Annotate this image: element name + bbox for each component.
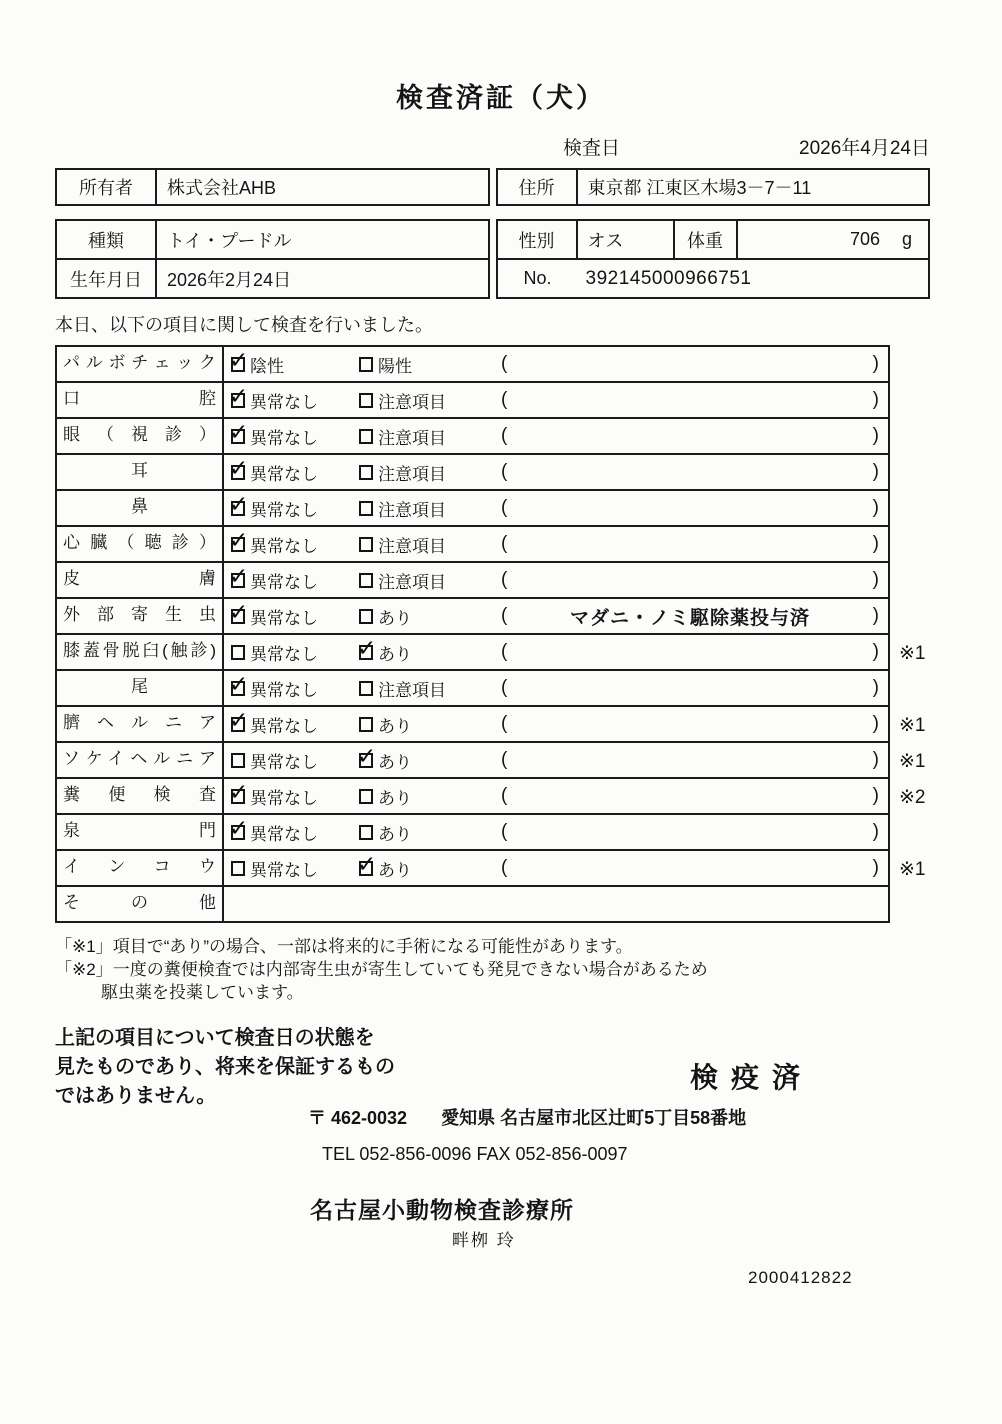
inspection-item-label: 鼻: [57, 491, 224, 525]
inspection-row: [55, 635, 1002, 671]
option-label: 注意項目: [378, 464, 446, 484]
paren-close-icon: ): [872, 857, 879, 878]
inspection-option: [352, 887, 492, 921]
clinic-postal-code: 〒 462-0032: [308, 1108, 408, 1128]
detail-left-column: [55, 219, 490, 299]
option-label: 異常なし: [250, 788, 318, 808]
weight-unit: g: [901, 229, 912, 249]
option-label: 注意項目: [378, 536, 446, 556]
checkbox-checked-icon: [231, 465, 245, 480]
inspection-option: [224, 671, 352, 705]
paren-close-icon: ): [872, 425, 879, 446]
option-label: 注意項目: [378, 428, 446, 448]
inspection-option: [224, 635, 352, 669]
option-label: 異常なし: [250, 608, 318, 628]
inspection-item-label: 臍ヘルニア: [57, 707, 224, 741]
footnote-mark: [890, 599, 942, 635]
sex-label: 性別: [498, 221, 578, 258]
inspection-option: [224, 383, 352, 417]
checkbox-icon: [359, 429, 373, 444]
option-label: 異常なし: [250, 536, 318, 556]
inspection-option: [224, 527, 352, 561]
inspection-option: [352, 347, 492, 381]
option-label: 陰性: [250, 356, 284, 376]
inspection-row-cells: [55, 671, 890, 707]
inspection-row: [55, 599, 1002, 635]
option-label: 異常なし: [250, 500, 318, 520]
address-block: [496, 168, 931, 206]
document-serial-number: 2000412822: [748, 1268, 853, 1287]
owner-value: 株式会社AHB: [167, 178, 277, 198]
number-value: 392145000966751: [585, 267, 752, 289]
paren-close-icon: ): [872, 785, 879, 806]
paren-close-icon: ): [872, 677, 879, 698]
checkbox-icon: [359, 789, 373, 804]
inspection-option: [224, 347, 352, 381]
paren-close-icon: ): [872, 713, 879, 734]
paren-close-icon: ): [872, 389, 879, 410]
option-label: 異常なし: [250, 464, 318, 484]
paren-close-icon: ): [872, 533, 879, 554]
paren-close-icon: ): [872, 461, 879, 482]
paren-open-icon: (: [501, 677, 508, 698]
footnote-2: 「※2」一度の糞便検査では内部寄生虫が寄生していても発見できない場合があるため: [55, 960, 708, 979]
paren-open-icon: (: [501, 821, 508, 842]
checkbox-checked-icon: [231, 681, 245, 696]
inspection-row-cells: [55, 779, 890, 815]
checkbox-icon: [231, 753, 245, 768]
inspection-row: [55, 707, 1002, 743]
number-row: [498, 258, 929, 297]
inspection-option: [224, 419, 352, 453]
inspection-option: [224, 743, 352, 777]
inspection-item-label: 尾: [57, 671, 224, 705]
footnote-mark: [890, 563, 942, 599]
inspection-option: [224, 887, 352, 921]
inspection-row-cells: [55, 707, 890, 743]
weight-value-cell: [738, 221, 929, 258]
inspection-row-cells: [55, 563, 890, 599]
paren-close-icon: ): [872, 605, 879, 626]
footnote-mark: [890, 887, 942, 923]
option-label: あり: [378, 860, 412, 880]
footnote-mark: [890, 345, 942, 383]
paren-open-icon: (: [501, 425, 508, 446]
intro-text: 本日、以下の項目に関して検査を行いました。: [55, 315, 433, 335]
footnotes: [0, 935, 1002, 1004]
inspection-item-label: 耳: [57, 455, 224, 489]
checkbox-icon: [359, 393, 373, 408]
inspection-item-label: 眼（視診）: [57, 419, 224, 453]
checkbox-icon: [359, 465, 373, 480]
disclaimer-line-1: 上記の項目について検査日の状態を: [55, 1027, 375, 1049]
breed-value: トイ・プードル: [167, 230, 292, 251]
inspection-note: [492, 887, 888, 921]
checkbox-icon: [359, 717, 373, 732]
inspection-note: [492, 419, 888, 453]
inspection-row-cells: [55, 419, 890, 455]
option-label: 異常なし: [250, 392, 318, 412]
inspection-note: [492, 815, 888, 849]
inspection-option: [224, 455, 352, 489]
inspection-note: [492, 707, 888, 741]
footnote-mark: ※2: [899, 786, 926, 808]
inspection-row: [55, 419, 1002, 455]
paren-open-icon: (: [501, 353, 508, 374]
option-label: 異常なし: [250, 824, 318, 844]
inspection-option: [224, 563, 352, 597]
paren-open-icon: (: [501, 461, 508, 482]
detail-table: [55, 219, 930, 299]
disclaimer-line-2: 見たものであり、将来を保証するもの: [55, 1056, 395, 1078]
veterinarian-name: 畔栁 玲: [452, 1231, 516, 1250]
option-label: 注意項目: [378, 392, 446, 412]
paren-open-icon: (: [501, 641, 508, 662]
note-text: マダニ・ノミ駆除薬投与済: [569, 607, 810, 629]
option-label: 異常なし: [250, 860, 318, 880]
paren-open-icon: (: [501, 857, 508, 878]
owner-block: [55, 168, 490, 206]
paren-open-icon: (: [501, 605, 508, 626]
checkbox-checked-icon: [231, 825, 245, 840]
inspection-option: [224, 707, 352, 741]
birth-row: [57, 258, 488, 297]
option-label: 注意項目: [378, 572, 446, 592]
inspection-note: [492, 671, 888, 705]
option-label: あり: [378, 788, 412, 808]
inspection-row: [55, 779, 1002, 815]
number-label: No.: [523, 268, 552, 288]
inspection-row-cells: [55, 383, 890, 419]
weight-value: 706: [849, 229, 880, 249]
option-label: 異常なし: [250, 428, 318, 448]
footnote-mark: [890, 455, 942, 491]
inspection-row-cells: [55, 345, 890, 383]
birth-label: 生年月日: [57, 260, 157, 297]
sex-weight-row: [498, 221, 929, 258]
checkbox-checked-icon: [359, 645, 373, 660]
checkbox-checked-icon: [231, 357, 245, 372]
clinic-tel-fax: TEL 052-856-0096 FAX 052-856-0097: [322, 1144, 628, 1164]
inspection-option: [224, 779, 352, 813]
owner-label: 所有者: [57, 170, 157, 204]
footnote-mark: ※1: [899, 750, 926, 772]
inspection-item-label: 皮膚: [57, 563, 224, 597]
paren-close-icon: ): [872, 749, 879, 770]
checkbox-icon: [359, 681, 373, 696]
inspection-item-label: 膝蓋骨脱臼(触診): [57, 635, 224, 669]
clinic-postal-address: [308, 1104, 746, 1130]
inspection-item-label: パルボチェック: [57, 347, 224, 381]
checkbox-icon: [359, 501, 373, 516]
inspection-row-cells: [55, 599, 890, 635]
bottom-section: [0, 1004, 1002, 1424]
disclaimer: [55, 1024, 395, 1111]
inspection-option: [352, 383, 492, 417]
paren-close-icon: ): [872, 641, 879, 662]
inspection-option: [224, 599, 352, 633]
option-label: 陽性: [378, 356, 412, 376]
option-label: あり: [378, 608, 412, 628]
owner-address-row: [55, 168, 930, 206]
inspection-row: [55, 383, 1002, 419]
birth-value: 2026年2月24日: [167, 269, 292, 290]
quarantine-stamp: 検疫済: [690, 1062, 814, 1093]
breed-label: 種類: [57, 221, 157, 258]
inspection-row-cells: [55, 491, 890, 527]
option-label: 異常なし: [250, 752, 318, 772]
footnote-mark: [890, 527, 942, 563]
inspection-note: [492, 599, 888, 633]
footnote-mark: [890, 815, 942, 851]
paren-open-icon: (: [501, 785, 508, 806]
inspection-option: [352, 707, 492, 741]
paren-close-icon: ): [872, 569, 879, 590]
disclaimer-line-3: ではありません。: [55, 1085, 217, 1107]
inspection-item-label: 心臓（聴診）: [57, 527, 224, 561]
page-title: 検査済証（犬）: [396, 83, 606, 113]
inspection-row-cells: [55, 455, 890, 491]
checkbox-checked-icon: [231, 501, 245, 516]
inspection-option: [352, 527, 492, 561]
footnote-mark: [890, 383, 942, 419]
inspection-option: [224, 491, 352, 525]
inspection-item-label: 糞便検査: [57, 779, 224, 813]
footnote-mark: ※1: [899, 642, 926, 664]
paren-open-icon: (: [501, 713, 508, 734]
inspection-row: [55, 743, 1002, 779]
inspection-note: [492, 383, 888, 417]
footnote-mark: [890, 671, 942, 707]
address-label: 住所: [498, 170, 578, 204]
address-value: 東京都 江東区木場3－7－11: [587, 178, 812, 198]
checkbox-icon: [359, 609, 373, 624]
checkbox-checked-icon: [231, 429, 245, 444]
inspection-item-label: ソケイヘルニア: [57, 743, 224, 777]
inspection-note: [492, 455, 888, 489]
paren-open-icon: (: [501, 497, 508, 518]
inspection-row: [55, 563, 1002, 599]
inspection-option: [352, 635, 492, 669]
inspection-item-label: インコウ: [57, 851, 224, 885]
footnote-mark: [890, 491, 942, 527]
option-label: あり: [378, 644, 412, 664]
paren-close-icon: ): [872, 353, 879, 374]
inspection-row: [55, 815, 1002, 851]
inspection-option: [352, 815, 492, 849]
inspection-date-value: 2026年4月24日: [799, 138, 930, 159]
checkbox-checked-icon: [359, 861, 373, 876]
sex-value: オス: [578, 221, 675, 258]
inspection-row: [55, 527, 1002, 563]
checkbox-checked-icon: [231, 609, 245, 624]
clinic-name: 名古屋小動物検査診療所: [310, 1197, 574, 1223]
inspection-option: [352, 563, 492, 597]
inspection-option: [352, 851, 492, 885]
inspection-row: [55, 491, 1002, 527]
inspection-option: [352, 779, 492, 813]
inspection-row-cells: [55, 743, 890, 779]
inspection-option: [352, 671, 492, 705]
checkbox-icon: [359, 825, 373, 840]
checkbox-checked-icon: [231, 717, 245, 732]
footnote-mark: [890, 419, 942, 455]
checkbox-checked-icon: [231, 789, 245, 804]
checkbox-checked-icon: [231, 393, 245, 408]
checkbox-checked-icon: [359, 753, 373, 768]
inspection-note: [492, 743, 888, 777]
option-label: あり: [378, 824, 412, 844]
inspection-date-label: 検査日: [563, 138, 621, 159]
inspection-item-label: その他: [57, 887, 224, 921]
inspection-note: [492, 635, 888, 669]
checkbox-checked-icon: [231, 573, 245, 588]
clinic-address: 愛知県 名古屋市北区辻町5丁目58番地: [441, 1108, 747, 1128]
inspection-note: [492, 563, 888, 597]
footnote-mark: ※1: [899, 714, 926, 736]
option-label: 異常なし: [250, 716, 318, 736]
breed-row: [57, 221, 488, 258]
inspection-note: [492, 491, 888, 525]
inspection-option: [224, 851, 352, 885]
inspection-item-label: 口腔: [57, 383, 224, 417]
inspection-row-cells: [55, 851, 890, 887]
inspection-option: [352, 455, 492, 489]
inspection-table: [55, 345, 1002, 923]
inspection-row: [55, 455, 1002, 491]
inspection-item-label: 外部寄生虫: [57, 599, 224, 633]
inspection-row-cells: [55, 635, 890, 671]
inspection-row: [55, 345, 1002, 383]
option-label: 異常なし: [250, 644, 318, 664]
inspection-note: [492, 527, 888, 561]
inspection-note: [492, 779, 888, 813]
inspection-option: [224, 815, 352, 849]
inspection-row: [55, 851, 1002, 887]
option-label: あり: [378, 752, 412, 772]
inspection-note: [492, 851, 888, 885]
paren-open-icon: (: [501, 569, 508, 590]
checkbox-icon: [359, 573, 373, 588]
paren-close-icon: ): [872, 497, 879, 518]
checkbox-icon: [359, 537, 373, 552]
inspection-row-cells: [55, 527, 890, 563]
inspection-row-cells: [55, 887, 890, 923]
checkbox-icon: [231, 861, 245, 876]
paren-open-icon: (: [501, 389, 508, 410]
paren-open-icon: (: [501, 533, 508, 554]
paren-open-icon: (: [501, 749, 508, 770]
option-label: 異常なし: [250, 572, 318, 592]
inspection-row: [55, 671, 1002, 707]
inspection-note: [492, 347, 888, 381]
option-label: 異常なし: [250, 680, 318, 700]
option-label: 注意項目: [378, 500, 446, 520]
checkbox-icon: [231, 645, 245, 660]
detail-right-column: [496, 219, 931, 299]
checkbox-icon: [359, 357, 373, 372]
inspection-option: [352, 491, 492, 525]
inspection-option: [352, 743, 492, 777]
option-label: あり: [378, 716, 412, 736]
inspection-option: [352, 599, 492, 633]
checkbox-checked-icon: [231, 537, 245, 552]
footnote-2-continued: 駆虫薬を投薬しています。: [101, 983, 304, 1002]
inspection-item-label: 泉門: [57, 815, 224, 849]
inspection-row-cells: [55, 815, 890, 851]
footnote-1: 「※1」項目で“あり”の場合、一部は将来的に手術になる可能性があります。: [55, 937, 633, 956]
weight-label: 体重: [675, 221, 738, 258]
footnote-mark: ※1: [899, 858, 926, 880]
inspection-row: [55, 887, 1002, 923]
inspection-option: [352, 419, 492, 453]
inspection-date-row: [563, 133, 930, 160]
option-label: 注意項目: [378, 680, 446, 700]
paren-close-icon: ): [872, 821, 879, 842]
